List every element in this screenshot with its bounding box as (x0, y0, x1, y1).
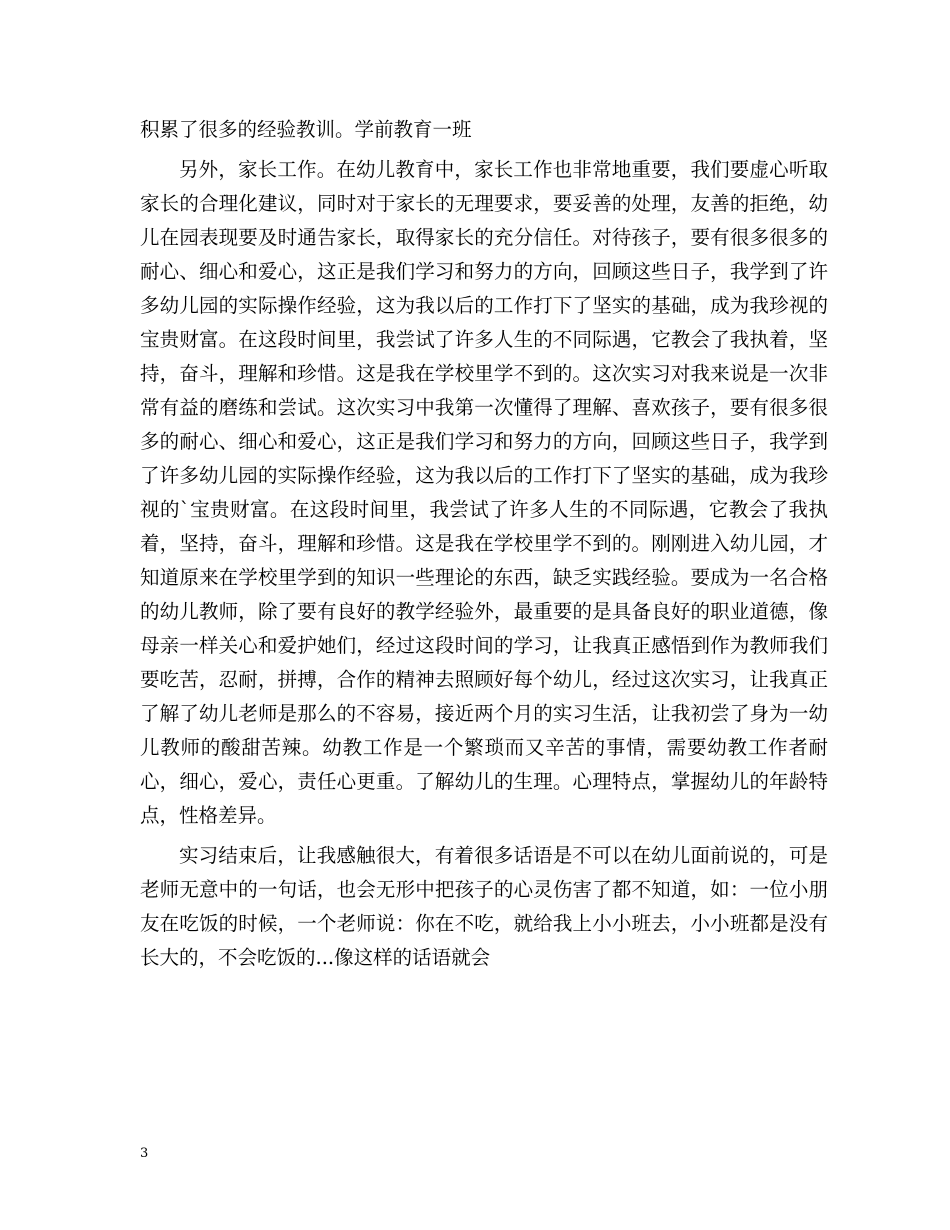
page-number: 3 (140, 1146, 149, 1161)
paragraph-after-internship: 实习结束后，让我感触很大，有着很多话语是不可以在幼儿面前说的，可是老师无意中的一句话，也会无形中把孩子的心灵伤害了都不知道，如：一位小朋友在吃饭的时候，一个老师说：你在不吃，就给我上小小班去，小小班都是没有长大的，不会吃饭的...像这样的话语就会 (140, 844, 828, 969)
document-body (140, 113, 828, 981)
paragraph-continuation: 积累了很多的经验教训。学前教育一班 (140, 118, 472, 141)
paragraph-parent-work: 另外，家长工作。在幼儿教育中，家长工作也非常地重要，我们要虚心听取家长的合理化建议，同时对于家长的无理要求，要妥善的处理，友善的拒绝，幼儿在园表现要及时通告家长，取得家长的充分信任。对待孩子，要有很多很多的耐心、细心和爱心，这正是我们学习和努力的方向，回顾这些日子，我学到了许多幼儿园的实际操作经验，这为我以后的工作打下了坚实的基础，成为我珍视的宝贵财富。在这段时间里，我尝试了许多人生的不同际遇，它教会了我执着，坚持，奋斗，理解和珍惜。这是我在学校里学不到的。这次实习对我来说是一次非常有益的磨练和尝试。这次实习中我第一次懂得了理解、喜欢孩子，要有很多很多的耐心、细心和爱心，这正是我们学习和努力的方向，回顾这些日子，我学到了许多幼儿园的实际操作经验，这为我以后的工作打下了坚实的基础，成为我珍视的`宝贵财富。在这段时间里，我尝试了许多人生的不同际遇，它教会了我执着，坚持，奋斗，理解和珍惜。这是我在学校里学不到的。刚刚进入幼儿园，才知道原来在学校里学到的知识一些理论的东西，缺乏实践经验。要成为一名合格的幼儿教师，除了要有良好的教学经验外，最重要的是具备良好的职业道德，像母亲一样关心和爱护她们，经过这段时间的学习，让我真正感悟到作为教师我们要吃苦，忍耐，拼搏，合作的精神去照顾好每个幼儿，经过这次实习，让我真正了解了幼儿老师是那么的不容易，接近两个月的实习生活，让我初尝了身为一幼儿教师的酸甜苦辣。幼教工作是一个繁琐而又辛苦的事情，需要幼教工作者耐心，细心，爱心，责任心更重。了解幼儿的生理。心理特点，掌握幼儿的年龄特点，性格差异。 (140, 158, 828, 827)
